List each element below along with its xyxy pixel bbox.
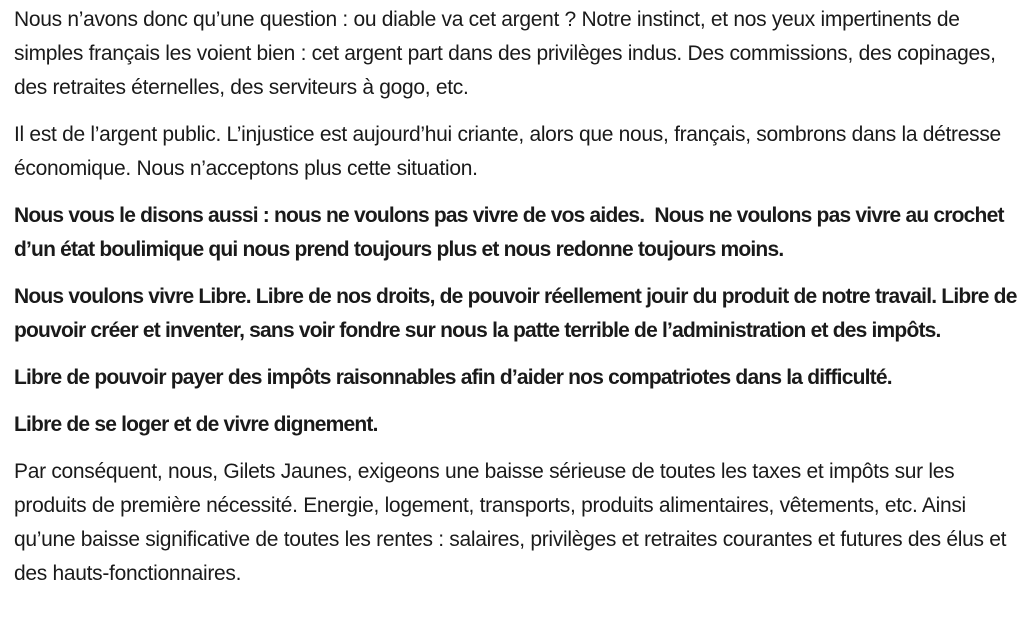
paragraph-7: Par conséquent, nous, Gilets Jaunes, exigeons une baisse sérieuse de toutes les taxes et impôts sur les produits de première nécessité. Energie, logement, transports, produits alimentaires, vêtements, etc. Ainsi qu’une baisse significative de toutes les rentes : salaires, privilèges et retraites courantes et futures des élus et des hauts-fonctionnaires. [14,460,1012,585]
paragraph-1: Nous n’avons donc qu’une question : ou diable va cet argent ? Notre instinct, et nos yeux impertinents de simples français les voient bien : cet argent part dans des privilèges indus. Des commissions, des copinages, des retraites éternelles, des serviteurs à gogo, etc. [14,8,1002,99]
paragraph-5: Libre de pouvoir payer des impôts raisonnables afin d’aider nos compatriotes dans la difficulté. [14,366,892,389]
paragraph-2: Il est de l’argent public. L’injustice est aujourd’hui criante, alors que nous, français, sombrons dans la détresse économique. Nous n’acceptons plus cette situation. [14,123,1007,180]
paragraph-4: Nous voulons vivre Libre. Libre de nos droits, de pouvoir réellement jouir du produit de notre travail. Libre de pouvoir créer et inventer, sans voir fondre sur nous la patte terrible de l’administration et des impôts. [14,285,1022,342]
paragraph-6: Libre de se loger et de vivre dignement. [14,413,378,436]
paragraph-3: Nous vous le disons aussi : nous ne voulons pas vivre de vos aides. Nous ne voulons pas vivre au crochet d’un état boulimique qui nous prend toujours plus et nous redonne toujours moins. [14,204,1009,261]
